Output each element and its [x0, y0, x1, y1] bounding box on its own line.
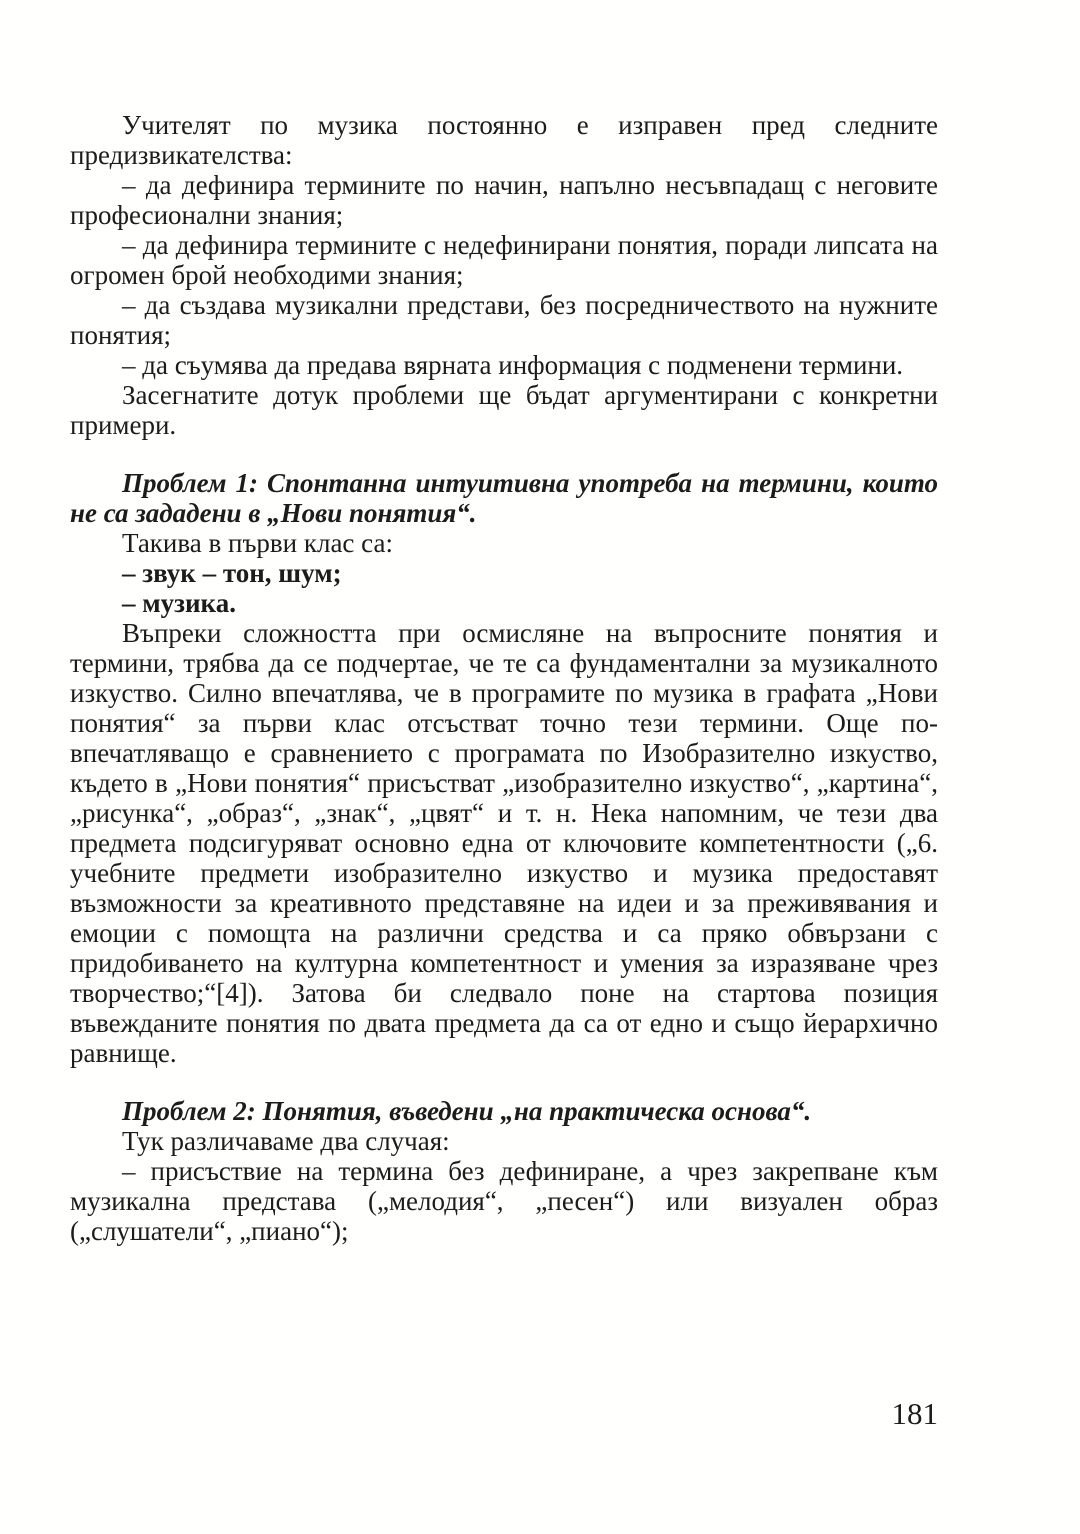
paragraph-two-cases: Тук различаваме два случая:	[122, 1126, 450, 1156]
page-content	[70, 110, 938, 1246]
bold-item-music: – музика.	[122, 588, 236, 618]
problem-2-heading: Проблем 2: Понятия, въведени „на практическа основа“.	[122, 1096, 812, 1126]
dash-item-define-terms: – да дефинира термините по начин, напълно несъвпадащ с неговите професионални знания;	[70, 170, 938, 230]
paragraph-first-grade-terms: Такива в първи клас са:	[122, 528, 393, 558]
dash-item-term-without-definition: – присъствие на термина без дефиниране, а чрез закрепване към музикална представа („мелодия“, „песен“) или визуален образ („слушатели“, „пиано“);	[70, 1156, 938, 1246]
paragraph-problem-1-discussion: Въпреки сложността при осмисляне на въпросните понятия и термини, трябва да се подчертае, че те са фундаментални за музикалното изкуство. Силно впечатлява, че в програмите по музика в графата „Нови понятия“ за първи клас отсъстват точно тези термини. Още по-впечатляващо е сравнението с програмата по Изобразително изкуство, където в „Нови понятия“ присъстват „изобразително изкуство“, „картина“, „рисунка“, „образ“, „знак“, „цвят“ и т. н. Нека напомним, че тези два предмета подсигуряват основно една от ключовите компетентности („6. учебните предмети изобразително изкуство и музика предоставят възможности за креативното представяне на идеи и за преживявания и емоции с помощта на различни средства и са пряко обвързани с придобиването на културна компетентност и умения за изразяване чрез творчество;“[4]). Затова би следвало поне на стартова позиция въвежданите понятия по двата предмета да са от едно и също йерархично равнище.	[70, 618, 938, 1068]
paragraph-intro: Учителят по музика постоянно е изправен пред следните предизвикателства:	[70, 110, 938, 170]
dash-item-musical-notions: – да създава музикални представи, без посредничеството на нужните понятия;	[70, 290, 938, 350]
paragraph-examples-note: Засегнатите дотук проблеми ще бъдат аргументирани с конкретни примери.	[70, 380, 938, 440]
bold-item-sound-tone-noise: – звук – тон, шум;	[122, 558, 342, 588]
page-number: 181	[891, 1396, 938, 1431]
dash-item-undefined-concepts: – да дефинира термините с недефинирани понятия, поради липсата на огромен брой необходими знания;	[70, 230, 938, 290]
dash-item-correct-information: – да съумява да предава вярната информация с подменени термини.	[122, 350, 904, 380]
problem-1-heading: Проблем 1: Спонтанна интуитивна употреба на термини, които не са зададени в „Нови понятия“.	[70, 468, 938, 528]
